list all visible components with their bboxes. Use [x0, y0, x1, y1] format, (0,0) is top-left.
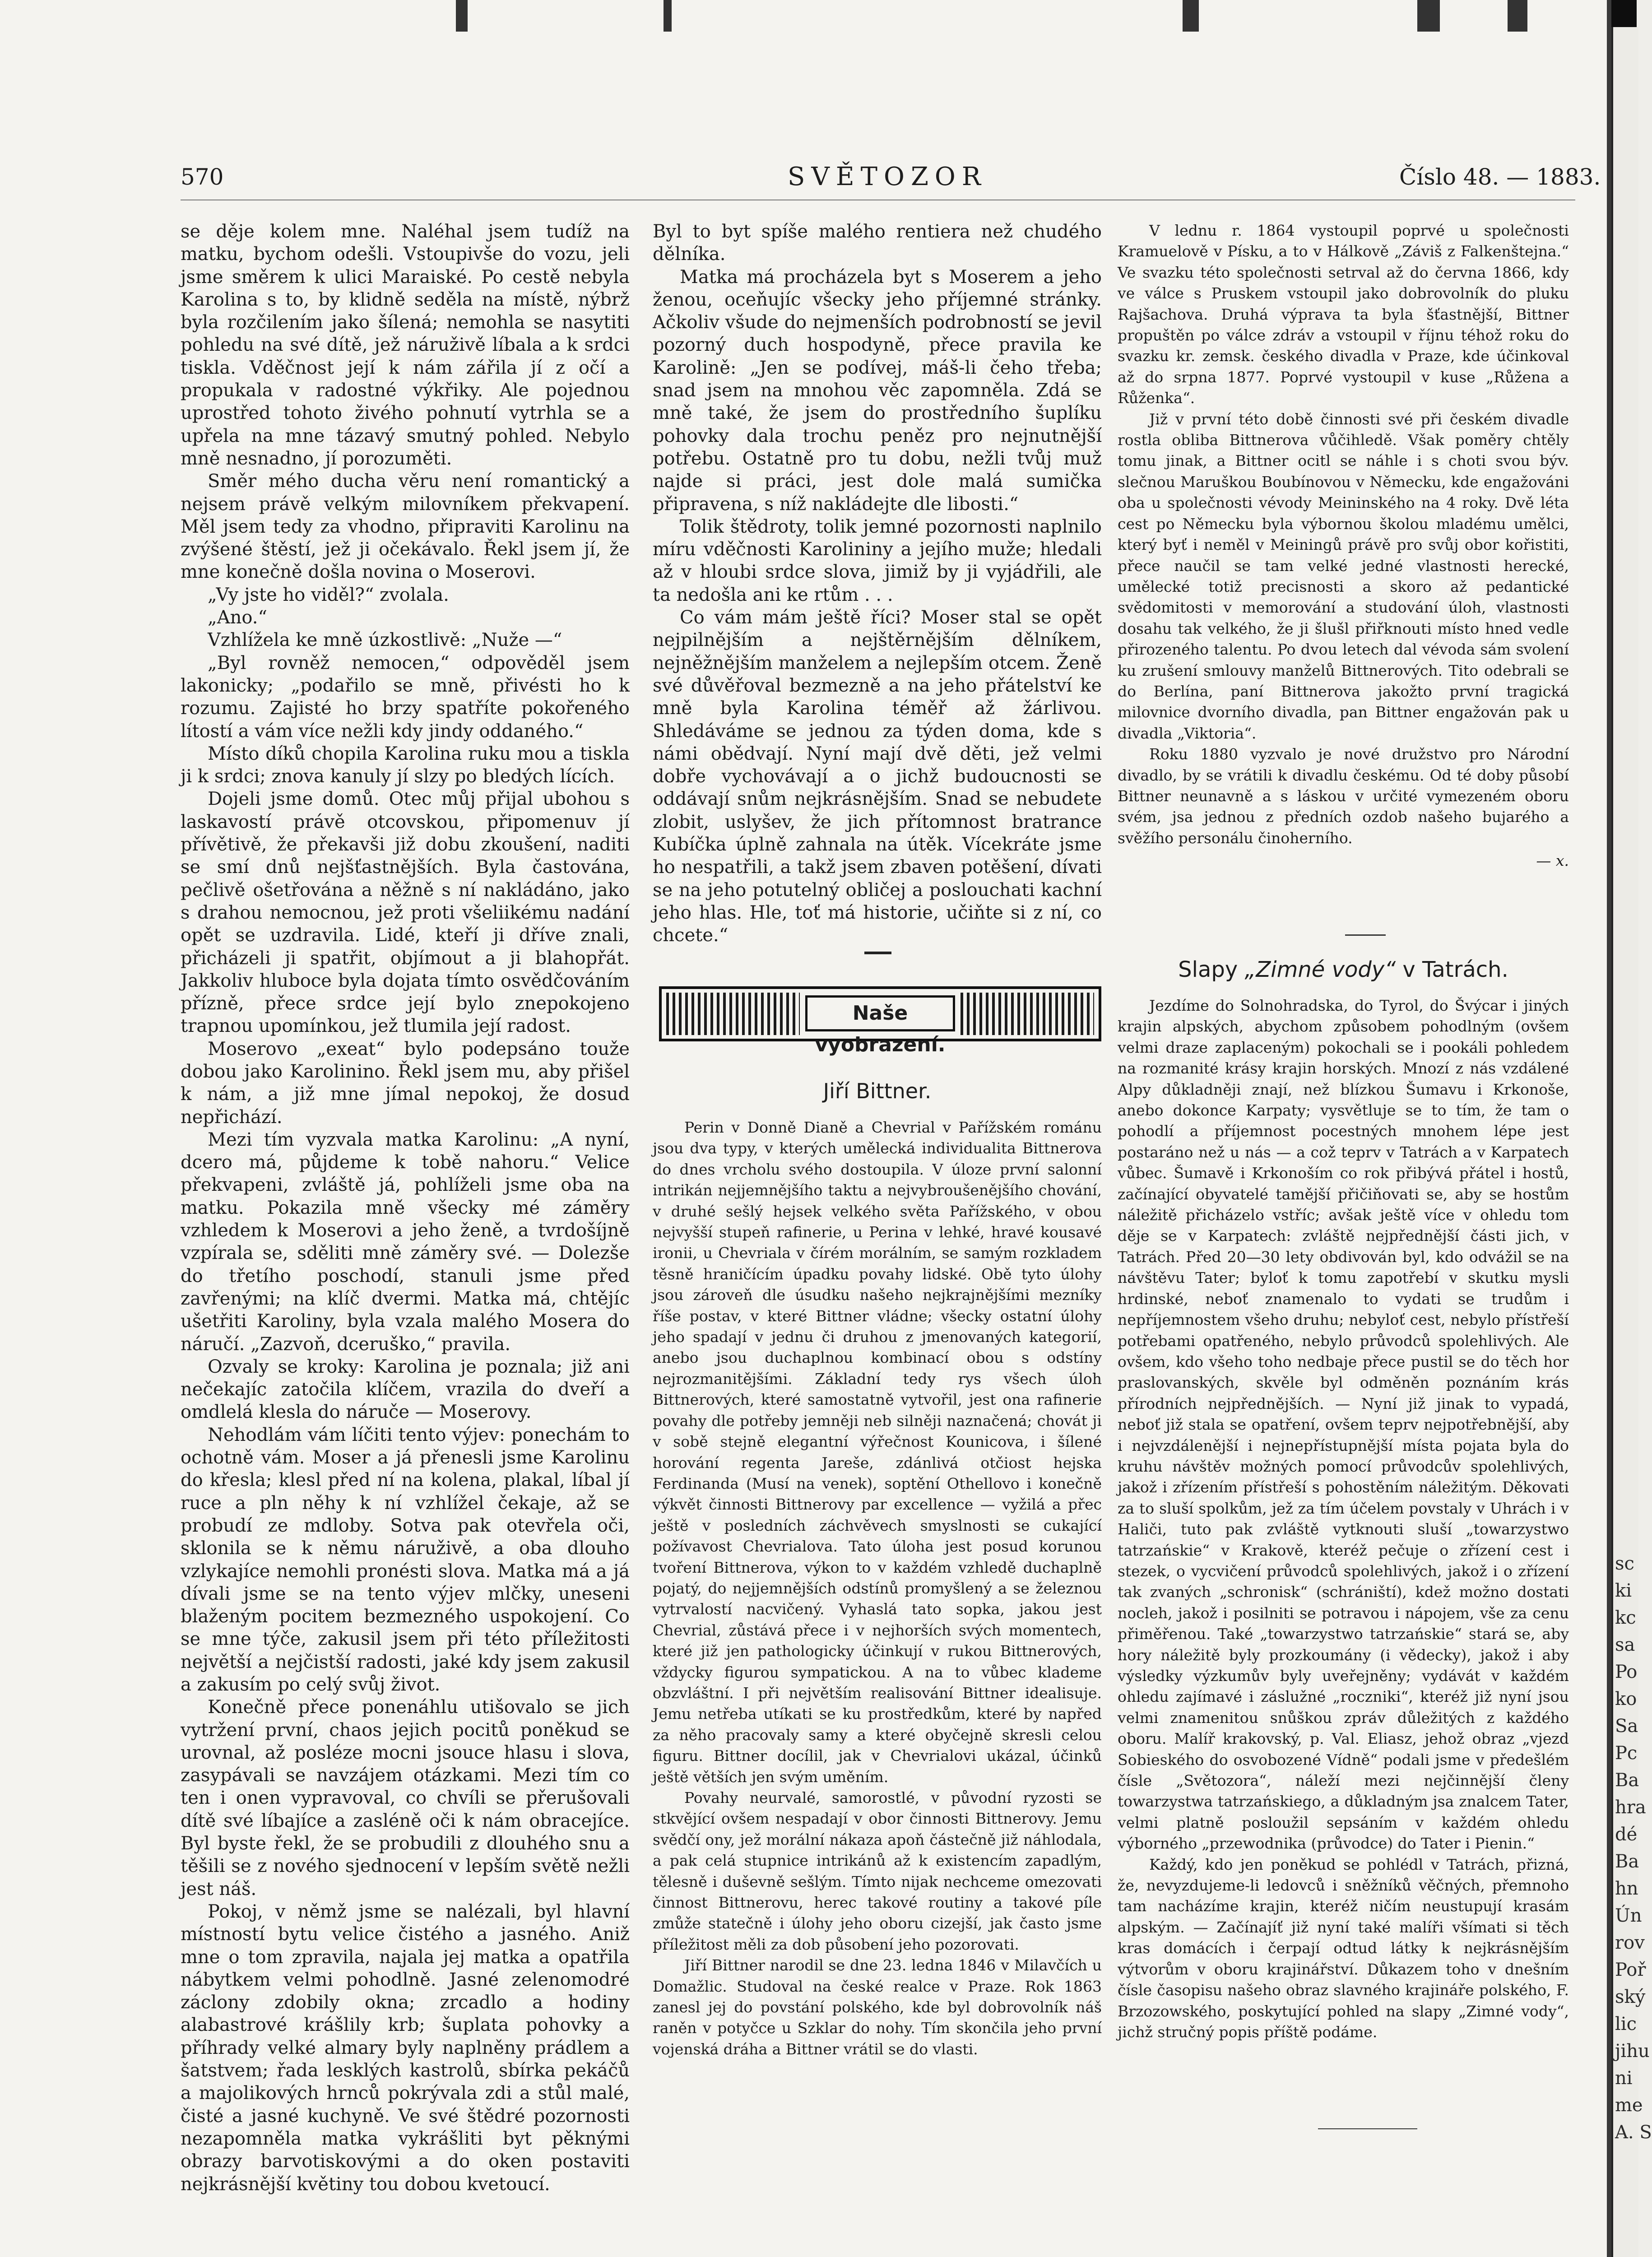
author-signature: — x. — [1536, 852, 1569, 870]
paragraph: Co vám mám ještě říci? Moser stal se opět nejpilnějším a nejštěrnějším dělníkem, nejněžnějším manželem a nejlepším otcem. Ženě své důvěřoval bezmezně a na jeho přátelství ke mně byla Karolina téměř až žárlivou. Shledáváme se jednou za týden doma, kde s námi obědvají. Nyní mají dvě děti, jež velmi dobře vychovávají a o jichž budoucnosti se oddávají snům nejkrásnějším. Snad se nebudete zlobit, uslyšev, že jich přítomnost bratrance Kubíčka úplně zahnala na útěk. Vícekráte jsme ho nespatřili, a takž jsem zbaven potěšení, dívati se na jeho potutelný obličej a poslouchati kachní jeho hlas. Hle, toť má historie, učiňte si z ní, co chcete.“ — [653, 607, 1102, 946]
page-top-edge — [172, 0, 1607, 32]
paragraph: Pokoj, v němž jsme se nalézali, byl hlavní místností bytu velice čistého a jasného. Aniž mne o tom zpravila, najala jej matka a opatřila nábytkem velmi pohodlně. Jasné zelenomodré záclony zdobily okna; zrcadlo a hodiny alabastrové krášlily krb; šuplata pohovky a příhrady velké almary byly naplněny prádlem a šatstvem; řada lesklých kastrolů, sbírka pekáčů a majolikových hrnců pokrývala zdi a stůl malé, čisté a jasné kuchyně. Ve své štědré pozornosti nezapomněla matka vykrášliti byt pěknými obrazy barvotiskovými a do oken postaviti nejkrásnější květiny tou dobou kvetoucí. — [181, 1901, 630, 2195]
paragraph: Jiří Bittner narodil se dne 23. ledna 1846 v Milavčích u Domažlic. Studoval na české realce v Praze. Rok 1863 zanesl jej do povstání polského, kde byl dobrovolník náš raněn v potyčce u Szklar do nohy. Tím skončila jeho první vojenská dráha a Bittner vrátil se do vlasti. — [653, 1956, 1102, 2058]
paragraph: Místo díků chopila Karolina ruku mou a tiskla ji k srdci; znova kanuly jí slzy po bledých lících. — [181, 743, 630, 787]
next-page-fragment: me — [1615, 2095, 1643, 2116]
section-banner-label: Naše vyobrazení. — [805, 995, 955, 1031]
next-page-fragment: Ba — [1615, 1851, 1639, 1872]
paragraph: Jezdíme do Solnohradska, do Tyrol, do Švýcar i jiných krajin alpských, abychom způsobem pohodlným (ovšem velmi draze zaplaceným) pokochali se i pookáli pohledem na rozmanité krásy krajin horských. Mnozí z nás vzdálené Alpy důkladněji znají, než blízkou Šumavu i Krkonoše, anebo dokonce Karpaty; vysvětluje se to tím, že tam o pohodlí a příjemnost pocestných mnohem lépe jest postaráno než u nás — a což teprv v Tatrách a v Karpatech vůbec. Šumavě i Krkonoším co rok přibývá přátel i hostů, začínající obyvatelé tamější přičiňovati se, aby se hostům náležitě přicházelo vstříc; avšak ještě více v ohledu tom děje se v Karpatech: zvláště nejpřednější části jich, v Tatrách. Před 20—30 lety obdivován byl, kdo odvážil se na návštěvu Tater; byloť k tomu zapotřebí v skutku mysli hrdinské, neboť znamenalo to vydati se trudům i nepříjemnostem všeho druhu; nebyloť cest, nebylo přístřeší potřebami opatřeného, nebylo průvodců spolehlivých. Ale ovšem, kdo všeho toho nedbaje přece pustil se do těch hor praslovanských, skvěle byl odměněn poznáním krás přírodních nejpřednějších. — Nyní již jinak to vypadá, neboť již stala se opatření, ovšem teprv nejpotřebnější, aby i nejvzdálenější i nejnepřístupnější místa pojata byla do kruhu návštěv možných pomocí průvodcův spolehlivých, jakož i zřízením přístřeší s pohostěním náležitým. Děkovati za to sluší spolkům, jež za tím účelem povstaly v Uhrách i v Haliči, tuto pak zvláště vytknouti sluší „towarzystwo tatrzańskie“ v Krakově, kteréž pečuje o zřízení cest i stezek, o vycvičení průvodců spolehlivých, jakož i o zřízení tak zvaných „schronisk“ (schrániští), kdež možno dostati nocleh, jakož i posilniti se potravou i nápojem, vše za cenu přiměřenou. Také „towarzystwo tatrzańskie“ stará se, aby hory náležitě byly prozkoumány (i vědecky), jakož i aby výsledky výzkumův byly uveřejněny; vydávát v každém ohledu zajímavé i záslužné „roczniki“, kteréž již nyní jsou velmi znamenitou snůškou zpráv důležitých z každého oboru. Malíř krakovský, p. Val. Eliasz, jehož obraz „vjezd Sobieského do osvobozené Vídně“ podali jsme v předešlém čísle „Světozora“, náleží mezi nejčinnější členy towarzystwa tatrzańskiego, a důkladným jsa znalcem Tater, velmi platně posloužil sepsáním v každém ohledu výborného „przewodnika (průvodce) do Tater i Pienin.“ — [1118, 997, 1569, 1853]
paragraph: Moserovo „exeat“ bylo podepsáno touže dobou jako Karolinino. Řekl jsem mu, aby přišel k nám, a již mne jímal nepokoj, že dosud nepřichází. — [181, 1038, 630, 1128]
paragraph: Mezi tím vyzvala matka Karolinu: „A nyní, dcero má, půjdeme k tobě nahoru.“ Velice překvapeni, zvláště já, pohlíželi jsme oba na matku. Pokazila mně všecky mé záměry vzhledem k Moserovi a jeho ženě, a tvrdošíjně vzpírala se, sděliti mně záměry své. — Dolezše do třetího poschodí, stanuli jsme před zavřenými; na klíč dvermi. Matka má, chtějíc ušetřiti Karoliny, byla vzala malého Mosera do náručí. „Zazvoň, dceruško,“ pravila. — [181, 1129, 630, 1355]
article-end-rule — [1345, 934, 1386, 936]
paragraph: „Vy jste ho viděl?“ zvolala. — [208, 584, 449, 605]
paragraph: V lednu r. 1864 vystoupil poprvé u společnosti Kramuelově v Písku, a to v Hálkově „Záviš z Falkenštejna.“ Ve svazku této společnosti setrval až do června 1866, kdy ve válce s Pruskem vstoupil jako dobrovolník do pluku Rajšachova. Druhá výprava ta byla šťastnější, Bittner propuštěn po válce zdráv a vstoupil v říjnu téhož roku do svazku kr. zemsk. českého divadla v Praze, kde účinkoval až do srpna 1877. Poprvé vystoupil v kuse „Růžena a Růženka“. — [1118, 222, 1569, 407]
paragraph: se děje kolem mne. Naléhal jsem tudíž na matku, bychom odešli. Vstoupivše do vozu, jeli jsme směrem k ulici Maraiské. Po cestě nebyla Karolina s to, by klidně seděla na místě, nýbrž byla rozčilením jako šílená; nemohla se nasytiti pohledu na své dítě, jež náruživě líbala a k srdci tiskla. Vděčnost její k nám zářila jí z očí a propukala v radostné výkřiky. Ale pojednou uprostřed tohoto živého pohnutí vytrhla se a upřela na mne tázavý smutný pohled. Nebylo mně nesnadno, jí porozuměti. — [181, 221, 630, 469]
next-page-fragment: sc — [1615, 1553, 1634, 1574]
story-column-2 — [653, 220, 1102, 947]
issue-label: Číslo 48. — 1883. — [1399, 164, 1601, 190]
story-end-separator — [864, 952, 891, 954]
next-page-fragment: rov — [1615, 1932, 1645, 1953]
next-page-fragment: hra — [1615, 1797, 1646, 1818]
bittner-continued-column — [1118, 220, 1569, 872]
paragraph: Dojeli jsme domů. Otec můj přijal ubohou s laskavostí právě otcovskou, připomenuv jí přívětivě, že překavši již dobu zkoušení, naditi se smí dnů nejšťastnějších. Byla častována, pečlivě ošetřována a něžně s ní nakládáno, jako s drahou nemocnou, jež proti všeliikému nadání opět se uzdravila. Lidé, kteří ji dříve znali, přicházeli ji spatřit, objímout a ji blahopřát. Jakkoliv hluboce byla dojata tímto osvědčováním přízně, přece srdce její bylo znepokojeno trapnou upomínkou, jež tlumila její radost. — [181, 789, 630, 1037]
ornament-left — [666, 993, 800, 1035]
paragraph: Matka má procházela byt s Moserem a jeho ženou, oceňujíc všecky jeho příjemné stránky. Ačkoliv všude do nejmenších podrobností se jevil pozorný duch hospodyně, přece pravila ke Karolině: „Jen se podívej, máš-li čeho třeba; snad jsem na mnohou věc zapomněla. Zdá se mně také, že jsem do prostředního šuplíku pohovky dala trochu peněz pro nejnutnější potřebu. Ostatně pro tu dobu, nežli tvůj muž najde si práci, jest dole malá sumička připravena, s níž nakládejte dle libosti.“ — [653, 266, 1102, 515]
slapy-column — [1118, 995, 1569, 2043]
paragraph: Konečně přece ponenáhlu utišovalo se jich vytržení první, chaos jejich pocitů poněkud se urovnal, až posléze mocni jsouce hlasu i slova, zasypávali se navzájem otázkami. Mezi tím co ten i onen vypravoval, co chvíli se přerušovali dítě své líbajíce a zasléně oči k nám obracejíce. Byl byste řekl, že se probudili z dlouhého snu a těšili se z nového sjednocení v lepším světě nežli jest náš. — [181, 1697, 630, 1899]
section-banner — [659, 986, 1101, 1056]
binding-mark — [1508, 0, 1527, 32]
binding-mark — [456, 0, 468, 32]
next-page-fragment: lic — [1615, 2014, 1637, 2034]
page-number: 570 — [181, 164, 224, 190]
binding-mark — [1417, 0, 1440, 32]
column-end-rule — [1318, 2128, 1417, 2129]
next-page-fragment: Ba — [1615, 1770, 1639, 1791]
paragraph: „Ano.“ — [208, 607, 267, 628]
binding-mark — [1183, 0, 1199, 32]
next-page-fragment: ni — [1615, 2068, 1633, 2089]
paragraph: Již v první této době činnosti své při českém divadle rostla obliba Bittnerova vůčihledě. Však poměry chtěly tomu jinak, a Bittner ocitl se náhle i s choti svou býv. slečnou Maruškou Boubínovou v Německu, kde engažováni oba u společnosti vévody Meininského na 4 roky. Dvě léta cest po Německu byla výbornou školou mladému umělci, který byť i neměl v Meiningů právě pro svůj obor kořistiti, přece naučil se tam velké jedné vlastnosti herecké, umělecké totiž precisnosti a skoro až pedantické svědomitosti v memorování a studování úloh, vlastnosti dosahu tak velkého, že ji šlušl přiřknouti místo hned vedle přirozeného talentu. Po dvou letech dal vévoda sám svolení ku zrušení smlouvy manželů Bittnerových. Tito odebrali se do Berlína, paní Bittnerova jakožto první tragická milovnice dvorního divadla, pan Bittner engažován pak u divadla „Viktoria“. — [1118, 410, 1569, 742]
next-page-fragment: Ún — [1615, 1905, 1642, 1926]
next-page-fragment: dé — [1615, 1824, 1638, 1845]
paragraph: Nehodlám vám líčiti tento výjev: ponechám to ochotně vám. Moser a já přenesli jsme Karolinu do křesla; klesl před ní na kolena, plakal, líbal jí ruce a pln něhy k ní vzhlížel čekaje, až se probudí ze mdloby. Sotva pak otevřela oči, sklonila se k němu náruživě, a oba dlouho vzlykajíce nemohli pronésti slova. Matka má a já dívali jsme se na tento výjev mlčky, uneseni blaženým pocitem bezmezného uspokojení. Co se mne týče, zakusil jsem při této příležitosti největší a nejčistší radosti, jaké kdy jsem zakusil a zakusím po celý svůj život. — [181, 1424, 630, 1695]
next-page-fragment: ki — [1615, 1580, 1632, 1601]
next-page-fragment: Poř — [1615, 1960, 1646, 1980]
article-heading-slapy — [1118, 957, 1569, 982]
paragraph: Perin v Donně Dianě a Chevrial v Pařížském románu jsou dva typy, v kterých umělecká individualita Bittnerova do dnes vrcholu svého dostoupila. V úloze první salonní intrikán nejjemnějšího taktu a nejvybroušenějšího chování, v druhé sešlý hejsek velkého světa Pařížského, v obou nejvyšší stupeň rafinerie, u Perina v lehké, hravé kousavé ironii, u Chevriala v čírém morálním, se samým rozkladem těsně hraničícím úpadku povahy lidské. Obě tyto úlohy jsou zároveň dle úsudku našeho nejkrajnějšími mezníky říše postav, v které Bittner vládne; všecky ostatní úlohy jeho spadají v jednu či druhou z jmenovaných kategorií, anebo jsou duchaplnou kombinací obou s odstíny nejrozmanitějšími. Základní tedy rys všech úloh Bittnerových, které samostatně vytvořil, jest ona rafinerie povahy dle potřeby jemněji neb silněji naznačená; chovát ji v sobě stejně elegantní výřečnost Kounicova, i šílené horování regenta Jareše, zdánlivá otčiost hejska Ferdinanda (Musí na venek), soptění Othellovo i konečně výkvět činnosti Bittnerovy par excellence — vyžilá a přec ještě v posledních záchvěvech smyslnosti se cukající požívavost Chevrialova. Tato úloha jest posud korunou tvoření Bittnerova, výkon to v každém vzhledě duchaplně pojatý, do nejjemnějších odstínů promyšlený a se železnou vytrvalostí nacvičený. Vyhaslá tato sopka, jakou jest Chevrial, zůstává přece i v nejhorších svých momentech, které již jen pathologicky účinkují v rukou Bittnerových, vždycky figurou sympatickou. A na to vůbec klademe obzvláštní. I při největším realisování Bittner idealisuje. Jemu netřeba utíkati se ku prostředkům, které by napřed za něho pracovaly samy a které obyčejně skresli celou figuru. Bittner docílil, jak v Chevrialovi ukázal, účinků ještě větších jen svým uměním. — [653, 1119, 1102, 1786]
paragraph: Vzhlížela ke mně úzkostlivě: „Nuže —“ — [208, 630, 562, 651]
binding-mark — [664, 0, 672, 32]
slapy-heading-suffix: v Tatrách. — [1396, 957, 1508, 982]
article-heading-bittner: Jiří Bittner. — [823, 1079, 932, 1103]
slapy-heading-prefix: Slapy — [1178, 957, 1245, 982]
next-page-fragment: Pc — [1615, 1743, 1638, 1764]
paragraph: Tolik štědroty, tolik jemné pozornosti naplnilo míru vděčnosti Karolininy a jejího muže; hledali až v hloubi srdce slova, jimiž by ji vyjádřili, ale ta nedošla ani ke rtům . . . — [653, 516, 1102, 605]
adjacent-page-sliver — [1611, 27, 1652, 2257]
next-page-fragment: sa — [1615, 1635, 1635, 1655]
paragraph: „Byl rovněž nemocen,“ odpověděl jsem lakonicky; „podařilo se mně, přivésti ho k rozumu. Zajisté ho brzy spatříte pokořeného lítostí a vám více nežli kdy jindy oddaného.“ — [181, 652, 630, 742]
paragraph: Byl to byt spíše malého rentiera než chudého dělníka. — [653, 221, 1102, 265]
slapy-heading-italic: „Zimné vody“ — [1244, 957, 1396, 982]
next-page-fragment: kc — [1615, 1607, 1636, 1628]
ornament-right — [961, 993, 1094, 1035]
next-page-fragment: ko — [1615, 1689, 1637, 1709]
paragraph: Ozvaly se kroky: Karolina je poznala; již ani nečekajíc zatočila klíčem, vrazila do dveří a omdlelá klesla do náruče — Moserovy. — [181, 1356, 630, 1423]
story-column-1 — [181, 220, 630, 2196]
next-page-fragment: Po — [1615, 1662, 1638, 1682]
next-page-fragment: Sa — [1615, 1716, 1638, 1737]
masthead-title: SVĚTOZOR — [788, 162, 987, 191]
paragraph: Povahy neurvalé, samorostlé, v původní ryzosti se stkvějící ovšem nespadají v obor činnosti Bittnerovy. Jemu svědčí ony, jež morální nákaza apoň částečně již náhlodala, a pak celá stupnice intrikánů až k existencím zapadlým, tělesně i duševně sešlým. Tímto nijak nechceme omezovati činnost Bittnerovu, herec takové routiny a takové píle zmůže statečně i úlohy jeho oboru cizejší, jak často jsme příležitost měli za dob působení jeho pozorovati. — [653, 1789, 1102, 1953]
bittner-column — [653, 1117, 1102, 2060]
paragraph: Každý, kdo jen poněkud se pohlédl v Tatrách, přizná, že, nevyzdujeme-li ledovců i sněžníků věčných, přemnoho tam nacházíme krajin, kteréž ničím neustupují krasám alpským. — Začínajíť již nyní také malíři všímati si těch kras domácích i čerpají odtud látky k nejkrásnějším výtvorům v oboru krajinářství. Důkazem toho v dnešním čísle časopisu našeho obraz slavného krajináře polského, F. Brzozowského, poskytující pohled na slapy „Zimné vody“, jichž stručný popis příště podáme. — [1118, 1855, 1569, 2041]
next-page-fragment: A. S — [1615, 2122, 1652, 2143]
paragraph: Směr mého ducha věru není romantický a nejsem právě velkým milovníkem překvapení. Měl jsem tedy za vhodno, připraviti Karolinu na zvýšené štěstí, jež ji očekávalo. Řekl jsem jí, že mne konečně došla novina o Moserovi. — [181, 471, 630, 583]
next-page-fragment: hn — [1615, 1878, 1638, 1899]
paragraph: Roku 1880 vyzvalo je nové družstvo pro Národní divadlo, by se vrátili k divadlu českému. Od té doby působí Bittner neunavně a s láskou v určité vymezeném oboru svém, jsa jednou z předních ozdob našeho bujarého a svěžího personálu činoherního. — [1118, 745, 1569, 847]
next-page-fragment: ský — [1615, 1987, 1646, 2007]
next-page-fragment: jihu — [1615, 2041, 1650, 2062]
